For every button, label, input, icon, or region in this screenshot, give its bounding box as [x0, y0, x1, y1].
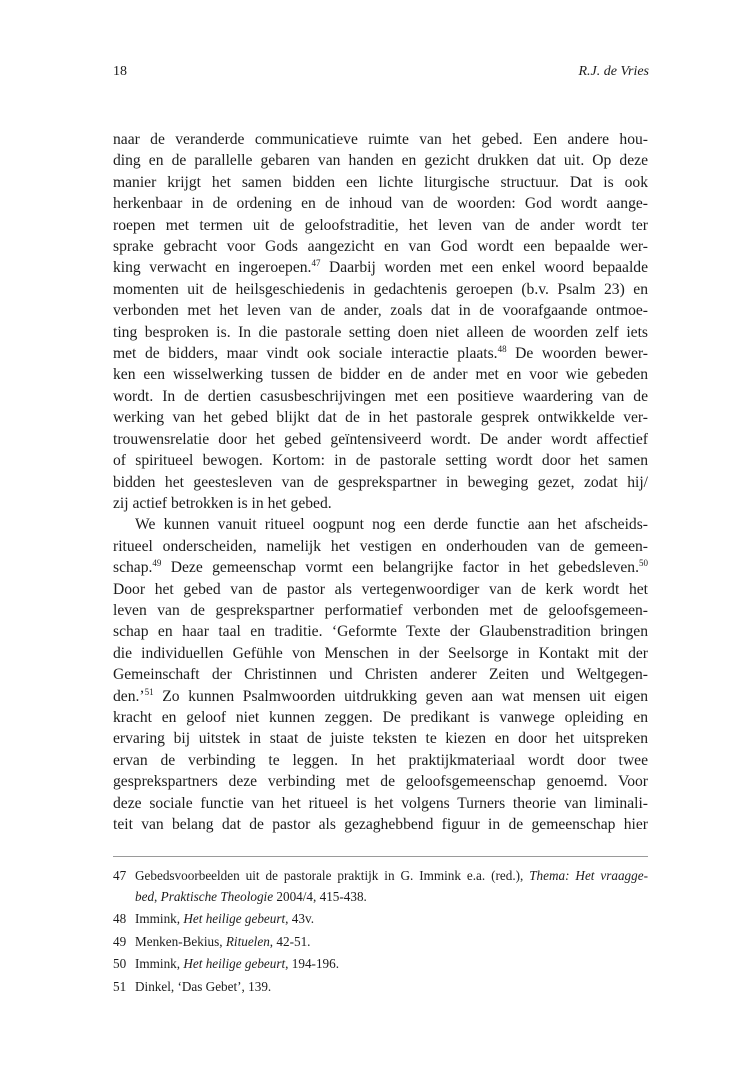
- text-line: deze sociale functie van het ritueel is het volgens Turners theorie van liminali-: [113, 794, 648, 812]
- footnote-ref-48[interactable]: 48: [497, 343, 507, 354]
- footnote-ref-47[interactable]: 47: [311, 258, 321, 269]
- text-segment: , 194-196.: [285, 956, 340, 972]
- text-line: trouwensrelatie door het gebed geïntensiveerd wordt. De ander wordt affectief: [113, 430, 648, 448]
- footnote-number: 47: [113, 868, 127, 883]
- text-line: wordt. In de dertien casusbeschrijvingen met een positieve waardering van de: [113, 387, 648, 405]
- text-line: kracht en geloof niet kunnen zeggen. De predikant is vanwege opleiding en: [113, 708, 648, 726]
- text-segment: , 43v.: [285, 911, 314, 927]
- text-segment: Gebedsvoorbeelden uit de pastorale praktijk in G. Immink e.a. (red.),: [135, 868, 530, 883]
- footnote-48: [113, 909, 648, 930]
- text-line: We kunnen vanuit ritueel oogpunt nog een derde functie aan het afscheids-: [135, 516, 648, 534]
- text-line: momenten uit de heilsgeschiedenis in gedachtenis geroepen (b.v. Psalm 23) en: [113, 280, 648, 298]
- text-line: leven van de gesprekspartner performatief verbonden met de geloofsgemeen-: [113, 601, 648, 619]
- text-segment: Daarbij worden met een enkel woord bepaalde: [320, 259, 649, 277]
- footnote-text: [135, 866, 648, 907]
- text-line: ting besproken is. In die pastorale setting doen niet alleen de woorden zelf iets: [113, 323, 648, 341]
- text-line: ervan de verbinding te leggen. In het praktijkmateriaal wordt door twee: [113, 751, 648, 769]
- text-line: ken een wisselwerking tussen de bidder en de ander met en voor wie gebeden: [113, 366, 648, 384]
- text-segment: Het heilige gebeurt: [183, 911, 286, 927]
- running-header-author: R.J. de Vries: [578, 64, 649, 79]
- text-segment: Immink,: [135, 956, 184, 972]
- text-segment: ,: [154, 888, 161, 904]
- text-line: zij actief betrokken is in het gebed.: [113, 494, 332, 512]
- text-line: [113, 557, 648, 578]
- footnote-49: [113, 932, 648, 953]
- footnote-number: 49: [113, 933, 127, 949]
- text-segment: king verwacht en ingeroepen.: [113, 259, 312, 277]
- text-segment: De woorden bewer-: [506, 345, 648, 363]
- text-segment: Immink,: [135, 911, 184, 927]
- footnote-text: [135, 954, 648, 975]
- text-line: ding en de parallelle gebaren van handen en gezicht drukken dat uit. Op deze: [113, 152, 648, 170]
- text-segment: Praktische Theologie: [160, 888, 274, 904]
- footnote-47: [113, 866, 648, 907]
- paragraph-2: [113, 514, 648, 835]
- text-segment: Deze gemeenschap vormt een belangrijke factor in het gebedsleven.: [161, 559, 639, 577]
- text-line: Door het gebed van de pastor als vertegenwoordiger van de kerk wordt het: [113, 580, 648, 598]
- footnote-number: 51: [113, 978, 127, 994]
- text-line: sprake gebracht voor Gods aangezicht en van God wordt een bepaalde wer-: [113, 238, 648, 256]
- text-line: ritueel onderscheiden, namelijk het vestigen en onderhouden van de gemeen-: [113, 537, 648, 555]
- footnotes: [113, 866, 648, 1000]
- text-line: teit van belang dat de pastor als gezaghebbend figuur in de gemeenschap hier: [113, 816, 648, 833]
- paragraph-1: [113, 129, 648, 514]
- footnote-ref-50[interactable]: 50: [639, 557, 648, 568]
- text-segment: , 42-51.: [269, 933, 311, 949]
- text-line: naar de veranderde communicatieve ruimte van het gebed. Een andere hou-: [113, 131, 648, 148]
- footnote-50: [113, 954, 648, 975]
- text-line: verbonden met het leven van de ander, zoals dat in de voorafgaande ontmoe-: [113, 302, 648, 320]
- text-line: [113, 686, 648, 707]
- text-line: [113, 343, 648, 364]
- text-segment: 2004/4, 415-438.: [273, 888, 367, 904]
- text-segment: Zo kunnen Psalmwoorden uitdrukking geven aan wat mensen uit eigen: [153, 687, 648, 705]
- text-segment: schap.: [113, 559, 153, 577]
- text-segment: Het heilige gebeurt: [183, 956, 286, 972]
- text-segment: Rituelen: [225, 933, 270, 949]
- text-segment: met de bidders, maar vindt ook sociale interactie plaats.: [113, 345, 498, 363]
- footnote-number: 48: [113, 911, 127, 927]
- footnote-number: 50: [113, 956, 127, 972]
- text-line: werking van het gebed blijkt dat de in het pastorale gesprek ontwikkelde ver-: [113, 409, 648, 427]
- footnote-text: Dinkel, ‘Das Gebet’, 139.: [135, 978, 272, 994]
- body-text: [113, 129, 648, 835]
- text-line: die individuellen Gefühle von Menschen in der Seelsorge in Kontakt mit der: [113, 644, 648, 662]
- text-line: bidden het geestesleven van de gesprekspartner in beweging gezet, zodat hij/: [113, 473, 648, 491]
- text-line: Gemeinschaft der Christinnen und Christen anderer Zeiten und Weltgegen-: [113, 666, 648, 684]
- text-line: [113, 257, 648, 278]
- footnote-divider: [113, 856, 648, 857]
- footnote-line: [135, 887, 648, 908]
- text-line: ervaring bij uitstek in staat de juiste teksten te kiezen en door het uitspreken: [113, 730, 648, 748]
- text-segment: Menken-Bekius,: [135, 933, 226, 949]
- text-line: schap en haar taal en traditie. ‘Geformte Texte der Glaubenstradition bringen: [113, 623, 648, 641]
- text-line: manier krijgt het samen bidden een lichte liturgische structuur. Dat is ook: [113, 173, 648, 191]
- text-segment: bed: [135, 888, 155, 904]
- page-number: 18: [113, 64, 127, 79]
- footnote-ref-51[interactable]: 51: [144, 686, 154, 697]
- footnote-text: [135, 909, 648, 930]
- footnote-51: [113, 977, 648, 998]
- footnote-line: [135, 866, 648, 887]
- text-line: gesprekspartners deze verbinding met de geloofsgemeenschap genoemd. Voor: [113, 773, 648, 791]
- footnote-ref-49[interactable]: 49: [152, 557, 162, 568]
- text-line: herkenbaar in de ordening en de inhoud van de woorden: God wordt aange-: [113, 195, 648, 213]
- footnote-text: [135, 932, 648, 953]
- text-segment: den.’: [113, 687, 145, 705]
- text-line: of spiritueel bewogen. Kortom: in de pastorale setting wordt door het samen: [113, 452, 648, 470]
- text-line: roepen met termen uit de geloofstraditie, het leven van de ander wordt ter: [113, 216, 648, 234]
- text-segment: Thema: Het vraagge-: [529, 868, 648, 883]
